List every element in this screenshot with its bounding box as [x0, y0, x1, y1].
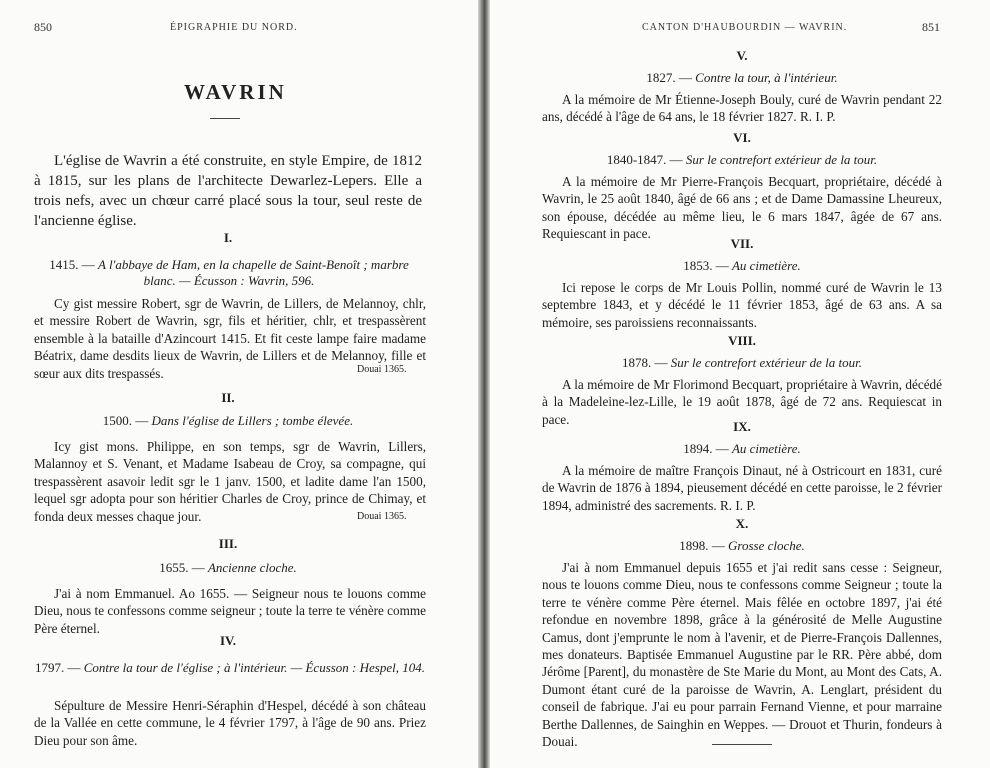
entry-text: A la mémoire de maître François Dinaut, né à Ostricourt en 1831, curé de Wavrin de 1876 à 1894, pieusement décédé en cette paroisse, le 2 février 1894, administré des sacrements. R. I. P.	[542, 463, 942, 513]
entry-numeral: III.	[218, 536, 238, 551]
entry-source: Douai 1365.	[357, 511, 407, 522]
entry-date: 1853.	[683, 258, 713, 273]
entry-heading: 1415. — A l'abbaye de Ham, en la chapelle de Saint-Benoît ; marbre blanc. — Écusson : Wavrin, 596.	[49, 257, 409, 288]
entry-date: 1655.	[159, 560, 189, 575]
closing-rule	[712, 744, 772, 745]
entry-date: 1827.	[646, 70, 676, 85]
entry-text: A la mémoire de Mr Pierre-François Becquart, propriétaire, décédé à Wavrin, le 25 août 1840, âgé de 66 ans ; et de Dame Damassine Lheureux, son épouse, décédée au même lieu, le 6 mars 1847, âgée de 67 ans. Requiescant in pace.	[542, 174, 942, 242]
entry-source: Douai 1365.	[357, 364, 407, 375]
entry-heading: 1894. — Au cimetière.	[683, 441, 801, 456]
entry-text: J'ai à nom Emmanuel. Ao 1655. — Seigneur nous te louons comme Dieu, nous te confessons comme seigneur ; toute la terre te vénère comme Père éternel.	[34, 586, 426, 636]
page-number: 851	[922, 20, 940, 34]
entry-heading: 1878. — Sur le contrefort extérieur de la tour.	[622, 355, 862, 370]
entry-heading: 1500. — Dans l'église de Lillers ; tombe élevée.	[102, 413, 354, 428]
book-gutter	[478, 0, 490, 768]
entry-date: 1500.	[102, 413, 133, 428]
page-title: WAVRIN	[184, 80, 287, 104]
intro-paragraph: L'église de Wavrin a été construite, en style Empire, de 1812 à 1815, sur les plans de l'architecte Dewarlez-Lepers. Elle a trois nefs, avec un chœur carré placé sous la tour, seul reste de l'ancienne église.	[34, 153, 422, 229]
entry-date: 1894.	[683, 441, 713, 456]
entry-location: Contre la tour, à l'intérieur.	[695, 70, 838, 85]
entry-date: 1840-1847.	[606, 152, 667, 167]
entry-location: Contre la tour de l'église ; à l'intérieur. — Écusson : Hespel, 104.	[83, 660, 425, 675]
entry-heading: 1853. — Au cimetière.	[683, 258, 801, 273]
entry-text: Cy gist messire Robert, sgr de Wavrin, de Lillers, de Melannoy, chlr, et messire Robert de Wavrin, sgr, fils et héritier, chlr, et trespassèrent ensemble à la bataille d'Azincourt 1415. Et fit ceste lampe faire madame Béatrix, dame desdits lieux de Wavrin, de Lillers et de Melannoy, fille et sœur aux dits trespassés.	[34, 296, 426, 381]
entry-numeral: VI.	[733, 130, 751, 145]
entry-heading: 1827. — Contre la tour, à l'intérieur.	[646, 70, 838, 85]
entry-numeral: VIII.	[728, 333, 756, 348]
entry-text: A la mémoire de Mr Étienne-Joseph Bouly, curé de Wavrin pendant 22 ans, décédé à l'âge de 64 ans, le 18 février 1827. R. I. P.	[542, 92, 942, 125]
entry-numeral: I.	[223, 230, 233, 245]
entry-numeral: V.	[736, 48, 748, 63]
entry-location: A l'abbaye de Ham, en la chapelle de Saint-Benoît ; marbre blanc. — Écusson : Wavrin, 596.	[98, 257, 409, 288]
entry-text: J'ai à nom Emmanuel depuis 1655 et j'ai redit sans cesse : Seigneur, nous te louons comme Dieu, nous te confessons comme Seigneur ; toute la terre te vénère comme Père éternel. Mais fêlée en octobre 1897, j'ai été refondue en novembre 1898, grâce à la générosité de Melle Augustine Camus, dont j'emprunte le nom à l'avenir, et de Pierre-François Dallennes, mes donateurs. Baptisée Emmanuel Augustine par le RR. Père abbé, dom Jérôme [Parent], du monastère de Ste Marie du Mont, au Mont des Cats, A. Dumont étant curé de la paroisse de Wavrin, A. Lenglart, président du conseil de fabrique. J'ai eu pour parrain Fernand Vienne, et pour marraine Berthe Dallennes, de Sainghin en Weppes. — Drouot et Thurin, fondeurs à Douai.	[542, 560, 942, 750]
running-head: CANTON D'HAUBOURDIN — WAVRIN.	[642, 22, 848, 33]
entry-location: Au cimetière.	[731, 258, 801, 273]
entry-location: Dans l'église de Lillers ; tombe élevée.	[151, 413, 354, 428]
entry-location: Sur le contrefort extérieur de la tour.	[685, 152, 878, 167]
entry-location: Ancienne cloche.	[207, 560, 297, 575]
entry-numeral: X.	[735, 516, 749, 531]
entry-date: 1415.	[49, 257, 79, 272]
entry-text: A la mémoire de Mr Florimond Becquart, propriétaire à Wavrin, décédé à la Madeleine-lez-Lille, le 19 août 1878, âgé de 72 ans. Requiescat in pace.	[542, 377, 942, 427]
entry-numeral: IV.	[219, 633, 237, 648]
entry-heading: 1898. — Grosse cloche.	[679, 538, 805, 553]
page-number: 850	[34, 20, 52, 34]
right-page	[490, 0, 990, 768]
entry-location: Grosse cloche.	[727, 538, 805, 553]
entry-text: Icy gist mons. Philippe, en son temps, sgr de Wavrin, Lillers, Malannoy et S. Venant, et Madame Isabeau de Croy, sa compagne, qui trespassèrent asavoir ledit sgr le 1 janv. 1500, et ladite dame l'an 1500, lequel sgr adopta pour son héritier Charles de Croy, prince de Chimay, et fonda deux messes chaque jour.	[34, 439, 426, 524]
entry-location: Sur le contrefort extérieur de la tour.	[670, 355, 862, 370]
entry-date: 1797.	[35, 660, 65, 675]
running-head: ÉPIGRAPHIE DU NORD.	[170, 22, 298, 33]
entry-text: Sépulture de Messire Henri-Séraphin d'Hespel, décédé à son château de la Vallée en cette commune, le 4 février 1797, à l'âge de 90 ans. Priez Dieu pour son âme.	[34, 698, 426, 748]
entry-location: Au cimetière.	[731, 441, 801, 456]
title-rule	[210, 118, 240, 119]
entry-heading: 1655. — Ancienne cloche.	[159, 560, 297, 575]
entry-heading: 1840-1847. — Sur le contrefort extérieur de la tour.	[606, 152, 878, 167]
entry-date: 1898.	[679, 538, 709, 553]
entry-date: 1878.	[622, 355, 652, 370]
entry-text: Ici repose le corps de Mr Louis Pollin, nommé curé de Wavrin le 13 septembre 1843, et y décédé le 11 février 1853, âgé de 63 ans. A sa mémoire, ses paroissiens reconnaissants.	[542, 280, 942, 330]
left-page	[0, 0, 478, 768]
entry-numeral: IX.	[733, 419, 751, 434]
entry-heading: 1797. — Contre la tour de l'église ; à l'intérieur. — Écusson : Hespel, 104.	[35, 660, 425, 675]
entry-numeral: II.	[221, 390, 235, 405]
entry-numeral: VII.	[730, 236, 754, 251]
